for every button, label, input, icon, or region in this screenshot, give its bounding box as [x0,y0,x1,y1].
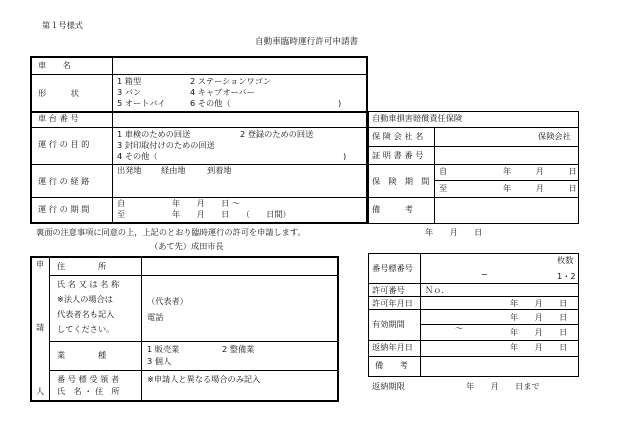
insurance-company-value: 保険会社 [538,131,571,141]
insurance-from-date: 年 月 日 [503,166,577,176]
consent-text: 裏面の注意事項に同意の上，上記のとおり臨時運行の許可を申請します。 [36,227,306,237]
insurance-from: 自 [439,166,448,176]
vehicle-name-label: 車 名 [38,60,71,70]
permit-number-label: 許可番号 [372,285,405,295]
shape-close-paren: ) [338,98,342,108]
insurance-company-label: 保 険 会 社 名 [372,131,424,141]
name-label: ※法人の場合は [57,294,113,304]
shape-label: 形 状 [38,88,79,98]
plate-dash: − [481,269,488,279]
insurance-to: 至 [439,183,448,193]
purpose-option: 2 登録のための回送 [240,129,314,139]
name-label: 氏 名 又 は 名 称 [57,279,120,289]
route-via: 経由地 [161,165,186,175]
shape-option: 5 オートバイ [117,98,166,108]
return-date: 年 月 日 [510,342,568,352]
representative-label: （代表者） [147,296,188,306]
valid-period-label: 有効期間 [372,319,405,329]
applicant-side-char: 人 [36,386,45,396]
insurance-to-date: 年 月 日 [503,183,577,193]
applicant-side-char: 請 [36,322,45,332]
period-from-date: 年 月 日 〜 [172,198,241,208]
plate-receiver-label: 番 号 標 受 領 者 [57,374,120,384]
plate-receiver-label: 氏 名 ・ 住 所 [57,386,120,396]
purpose-option: 1 車検のための回送 [117,129,191,139]
period-from: 自 [117,198,126,208]
business-type-label: 業 種 [57,350,107,360]
permit-number-value: Ｎｏ. [425,285,444,295]
business-option: 1 販売業 [147,344,180,354]
purpose-option: 3 封印取付けのための回送 [117,140,215,150]
return-date-label: 返納年月日 [372,342,413,352]
shape-option: 6 その他（ [190,98,231,108]
permit-date-label: 許可年月日 [372,298,413,308]
chassis-number-label: 車 台 番 号 [38,113,79,123]
route-arrival: 到着地 [207,165,232,175]
address-label: 住 所 [57,261,107,271]
form-number: 第１号様式 [42,20,83,30]
insurance-header: 自動車損害賠償責任保険 [372,113,463,123]
insurance-period-label: 保 険 期 間 [372,176,430,186]
period-to-date: 年 月 日 （ 日間） [172,209,291,219]
plate-numbers: 1・2 [557,271,576,281]
valid-tilde: 〜 [455,323,464,333]
business-option: 3 個人 [147,356,172,366]
plate-number-label: 番号標番号 [372,263,413,273]
route-departure: 出発地 [117,165,142,175]
permit-date: 年 月 日 [510,298,568,308]
shape-option: 4 キャブオーバー [190,87,255,97]
name-label: 代表者名も記入 [57,309,115,319]
certificate-number-label: 証 明 書 番 号 [372,150,424,160]
plate-count-label: 枚数 [557,255,574,265]
return-deadline-label: 返納期限 [372,381,405,391]
shape-option: 1 箱型 [117,76,142,86]
return-deadline-date: 年 月 日まで [466,381,540,391]
valid-from-date: 年 月 日 [510,312,568,322]
valid-to-date: 年 月 日 [510,327,568,337]
purpose-option: 4 その他（ [117,151,158,161]
consent-date: 年 月 日 [425,227,483,237]
page-title: 自動車臨時運行許可申請書 [255,37,359,47]
period-label: 運 行 の 期 間 [38,204,90,214]
route-label: 運 行 の 経 路 [38,176,90,186]
name-label: してください。 [57,324,115,334]
business-option: 2 整備業 [222,344,255,354]
phone-label: 電話 [147,312,164,322]
shape-option: 3 バン [117,87,142,97]
insurance-remarks-label: 備 考 [372,204,413,214]
purpose-close-paren: ) [343,151,347,161]
addressee: （あて先）成田市長 [150,241,224,251]
purpose-label: 運 行 の 目 的 [38,139,90,149]
shape-option: 2 ステーションワゴン [190,76,272,86]
period-to: 至 [117,209,126,219]
applicant-side-char: 申 [36,259,45,269]
office-remarks-label: 備 考 [375,360,408,370]
plate-receiver-note: ※申請人と異なる場合のみ記入 [147,374,261,384]
